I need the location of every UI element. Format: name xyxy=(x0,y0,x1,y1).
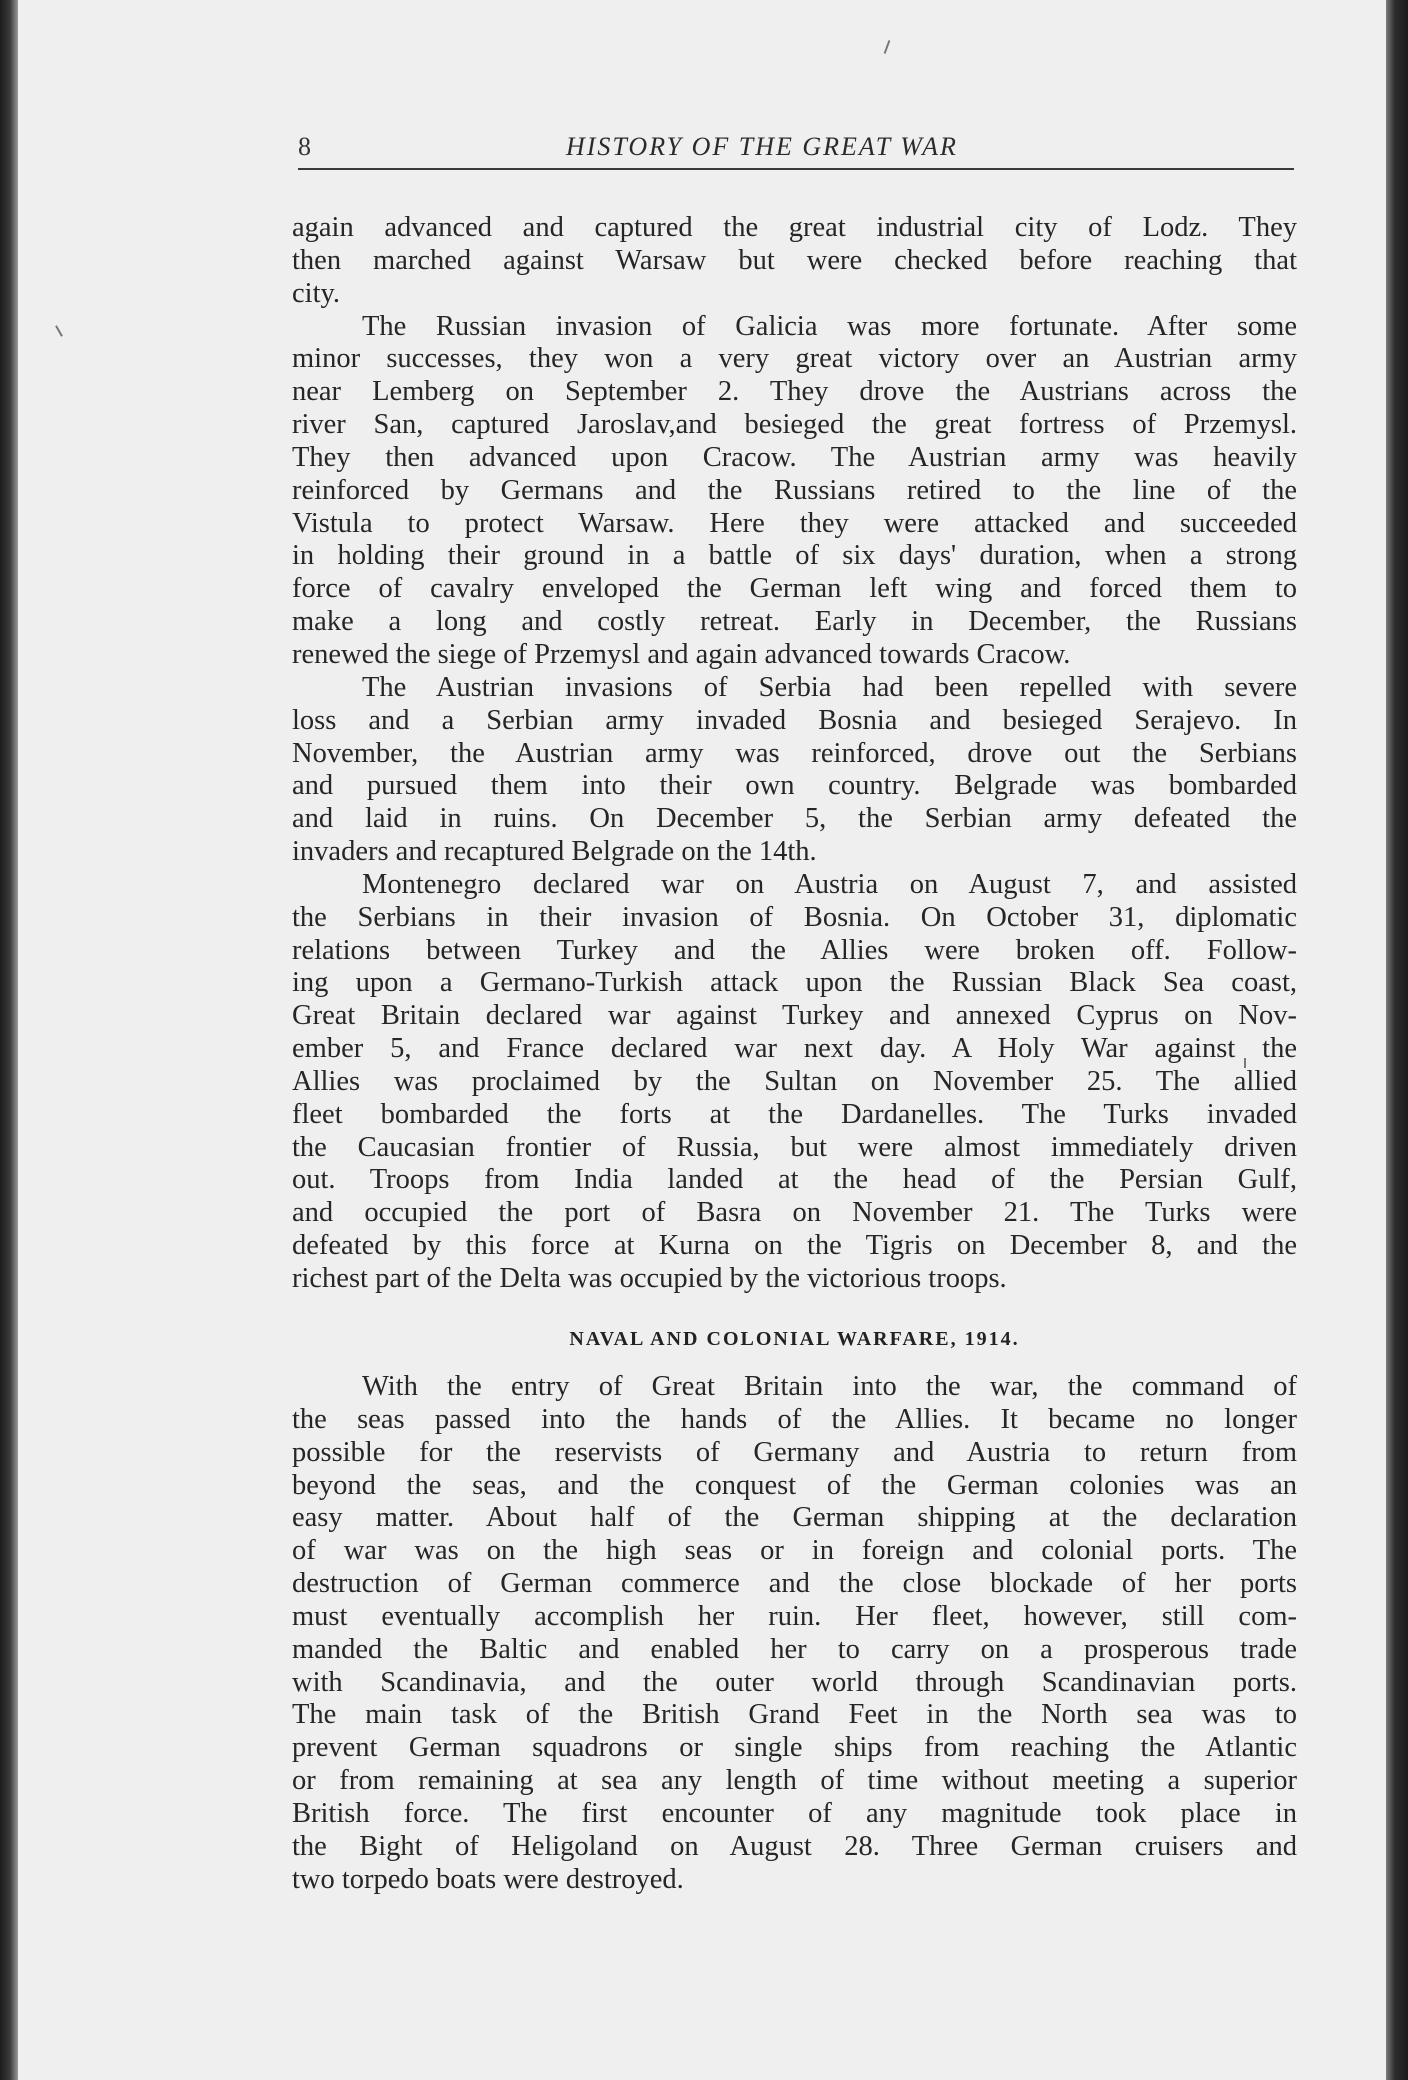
text-line: invaders and recaptured Belgrade on the 14th. xyxy=(292,836,817,868)
book-spine-shadow xyxy=(0,0,18,2080)
text-line: again advanced and captured the great industrial city of Lodz. They xyxy=(292,212,1297,243)
paragraph xyxy=(292,869,1297,1296)
text-line: Vistula to protect Warsaw. Here they were attacked and succeeded xyxy=(292,507,1297,539)
text-line: minor successes, they won a very great victory over an Austrian army xyxy=(292,343,1297,375)
paper-speck xyxy=(884,40,891,54)
text-line: The main task of the British Grand Feet in the North sea was to xyxy=(292,1699,1297,1731)
text-line: and pursued them into their own country. Belgrade was bombarded xyxy=(292,770,1297,802)
text-line: or from remaining at sea any length of time without meeting a superior xyxy=(292,1765,1297,1797)
paragraph xyxy=(292,1371,1297,1897)
running-title: HISTORY OF THE GREAT WAR xyxy=(566,132,958,161)
text-line: Montenegro declared war on Austria on August 7, and assisted xyxy=(362,868,1297,900)
text-line: then marched against Warsaw but were checked before reaching that xyxy=(292,244,1297,276)
text-line: renewed the siege of Przemysl and again advanced towards Cracow. xyxy=(292,638,1071,670)
text-line: the Bight of Heligoland on August 28. Three German cruisers and xyxy=(292,1830,1297,1862)
text-line: and occupied the port of Basra on November 21. The Turks were xyxy=(292,1197,1297,1229)
text-line: loss and a Serbian army invaded Bosnia and besieged Serajevo. In xyxy=(292,704,1297,736)
text-line: of war was on the high seas or in foreign and colonial ports. The xyxy=(292,1535,1297,1567)
section-heading: NAVAL AND COLONIAL WARFARE, 1914. xyxy=(569,1328,1020,1350)
text-line: prevent German squadrons or single ships from reaching the Atlantic xyxy=(292,1732,1297,1764)
paragraph xyxy=(292,212,1297,311)
paragraph xyxy=(292,311,1297,672)
text-line: beyond the seas, and the conquest of the German colonies was an xyxy=(292,1469,1297,1501)
text-line: British force. The first encounter of any magnitude took place in xyxy=(292,1797,1297,1829)
text-line: defeated by this force at Kurna on the Tigris on December 8, and the xyxy=(292,1230,1297,1262)
text-line: reinforced by Germans and the Russians retired to the line of the xyxy=(292,474,1297,506)
text-line: fleet bombarded the forts at the Dardanelles. The Turks invaded xyxy=(292,1098,1297,1130)
text-line: ember 5, and France declared war next day. A Holy War against the xyxy=(292,1033,1297,1065)
text-line: The Austrian invasions of Serbia had been repelled with severe xyxy=(362,671,1297,703)
text-line: easy matter. About half of the German shipping at the declaration xyxy=(292,1502,1297,1534)
paragraph xyxy=(292,672,1297,869)
page-header xyxy=(298,128,1292,170)
body-text-lower xyxy=(292,1371,1297,1897)
text-line: out. Troops from India landed at the head of the Persian Gulf, xyxy=(292,1164,1297,1196)
body-text-upper xyxy=(292,212,1297,1296)
text-line: and laid in ruins. On December 5, the Serbian army defeated the xyxy=(292,803,1297,835)
text-line: manded the Baltic and enabled her to carry on a prosperous trade xyxy=(292,1633,1297,1665)
text-line: in holding their ground in a battle of six days' duration, when a strong xyxy=(292,540,1297,572)
text-line: river San, captured Jaroslav,and besieged the great fortress of Przemysl. xyxy=(292,409,1297,441)
header-rule xyxy=(298,168,1294,170)
text-line: relations between Turkey and the Allies were broken off. Follow- xyxy=(292,934,1297,966)
text-line: the seas passed into the hands of the Allies. It became no longer xyxy=(292,1403,1297,1435)
page-edge-shadow xyxy=(1386,0,1408,2080)
text-line: the Caucasian frontier of Russia, but were almost immediately driven xyxy=(292,1131,1297,1163)
text-line: force of cavalry enveloped the German left wing and forced them to xyxy=(292,573,1297,605)
text-line: city. xyxy=(292,277,341,309)
text-line: possible for the reservists of Germany and Austria to return from xyxy=(292,1436,1297,1468)
paper-speck xyxy=(55,325,63,336)
text-line: With the entry of Great Britain into the war, the command of xyxy=(362,1371,1297,1402)
text-line: Allies was proclaimed by the Sultan on November 25. The allied xyxy=(292,1065,1297,1097)
text-line: Great Britain declared war against Turkey and annexed Cyprus on Nov- xyxy=(292,1000,1297,1032)
text-line: near Lemberg on September 2. They drove the Austrians across the xyxy=(292,376,1297,408)
text-line: must eventually accomplish her ruin. Her fleet, however, still com- xyxy=(292,1600,1297,1632)
page-number: 8 xyxy=(298,132,312,161)
text-line: November, the Austrian army was reinforced, drove out the Serbians xyxy=(292,737,1297,769)
text-line: They then advanced upon Cracow. The Austrian army was heavily xyxy=(292,441,1297,473)
text-line: destruction of German commerce and the close blockade of her ports xyxy=(292,1568,1297,1600)
text-line: richest part of the Delta was occupied by the victorious troops. xyxy=(292,1263,1007,1294)
text-line: ing upon a Germano-Turkish attack upon the Russian Black Sea coast, xyxy=(292,967,1297,999)
text-line: make a long and costly retreat. Early in December, the Russians xyxy=(292,606,1297,638)
text-line: with Scandinavia, and the outer world through Scandinavian ports. xyxy=(292,1666,1297,1698)
text-line: The Russian invasion of Galicia was more fortunate. After some xyxy=(362,310,1297,342)
text-line: the Serbians in their invasion of Bosnia. On October 31, diplomatic xyxy=(292,901,1297,933)
text-line: two torpedo boats were destroyed. xyxy=(292,1863,684,1895)
